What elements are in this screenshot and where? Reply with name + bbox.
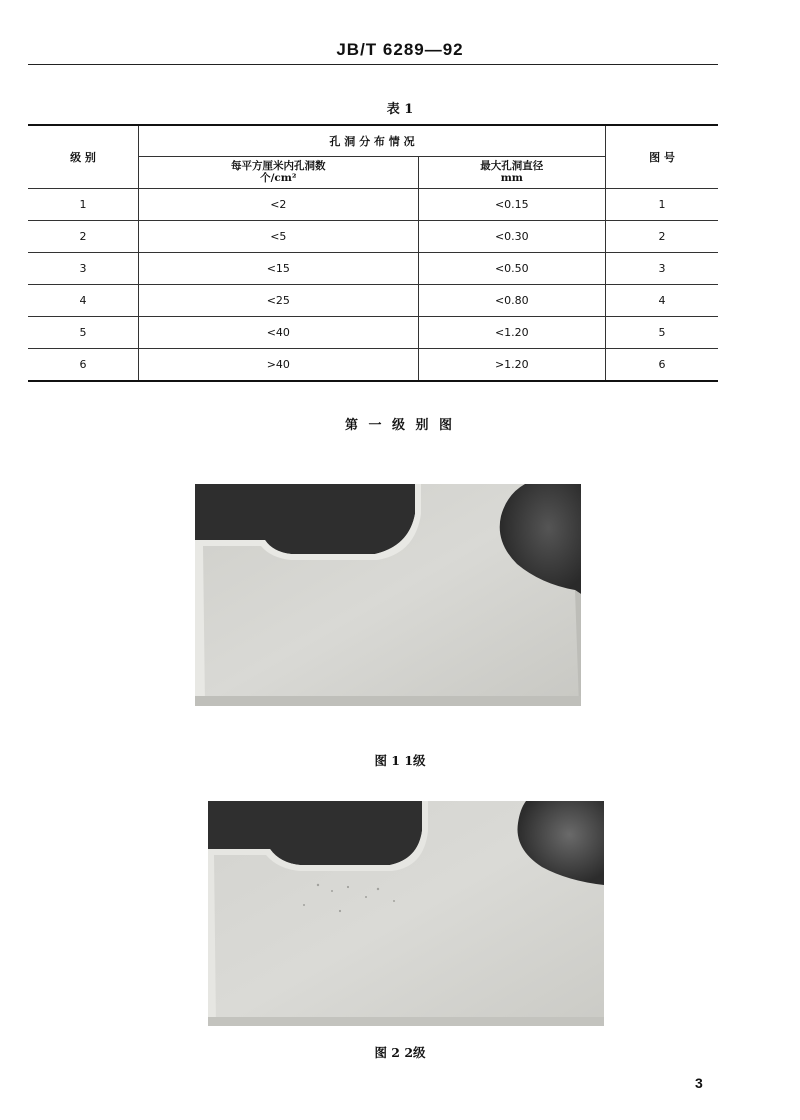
col-count-unit: 个/cm² <box>260 172 297 184</box>
cell-grade: 6 <box>28 348 139 381</box>
table-row <box>28 316 718 348</box>
cell-diameter: <0.15 <box>418 188 605 220</box>
cell-fig: 4 <box>606 284 719 316</box>
cell-diameter: <0.30 <box>418 220 605 252</box>
cell-count: <5 <box>139 220 419 252</box>
table-row <box>28 220 718 252</box>
col-dia-unit: mm <box>500 172 523 184</box>
col-dia-label: 最大孔洞直径 <box>480 160 544 172</box>
col-count-label: 每平方厘米内孔洞数 <box>231 160 326 172</box>
cell-fig: 3 <box>606 252 719 284</box>
col-fig-header: 图 号 <box>606 125 719 188</box>
figure-2-caption: 图 2 2级 <box>374 1045 426 1060</box>
cell-grade: 5 <box>28 316 139 348</box>
cell-diameter: <0.50 <box>418 252 605 284</box>
page-number: 3 <box>695 1075 703 1091</box>
cell-count: <40 <box>139 316 419 348</box>
cell-count: <2 <box>139 188 419 220</box>
cell-grade: 2 <box>28 220 139 252</box>
col-dia-header <box>418 156 605 188</box>
cell-grade: 1 <box>28 188 139 220</box>
col-count-header <box>139 156 419 188</box>
table-row <box>28 252 718 284</box>
cell-count: <25 <box>139 284 419 316</box>
figure-1-caption: 图 1 1级 <box>374 753 426 768</box>
table-row <box>28 348 718 381</box>
cell-diameter: <0.80 <box>418 284 605 316</box>
figure-2-photo <box>208 801 604 1026</box>
standard-code: JB/T 6289—92 <box>336 40 464 59</box>
cell-fig: 6 <box>606 348 719 381</box>
cell-diameter: <1.20 <box>418 316 605 348</box>
col-grade-header: 级 别 <box>28 125 139 188</box>
col-group-header: 孔 洞 分 布 情 况 <box>139 125 606 156</box>
table-caption: 表 1 <box>386 102 414 117</box>
figure-1-photo <box>195 484 581 706</box>
cell-diameter: >1.20 <box>418 348 605 381</box>
grade-table <box>28 124 718 382</box>
table-row <box>28 284 718 316</box>
cell-count: <15 <box>139 252 419 284</box>
table-row <box>28 188 718 220</box>
cell-fig: 1 <box>606 188 719 220</box>
cell-grade: 4 <box>28 284 139 316</box>
section-title: 第 一 级 别 图 <box>344 418 456 433</box>
cell-count: >40 <box>139 348 419 381</box>
cell-fig: 2 <box>606 220 719 252</box>
cell-fig: 5 <box>606 316 719 348</box>
header-rule <box>28 64 718 65</box>
cell-grade: 3 <box>28 252 139 284</box>
